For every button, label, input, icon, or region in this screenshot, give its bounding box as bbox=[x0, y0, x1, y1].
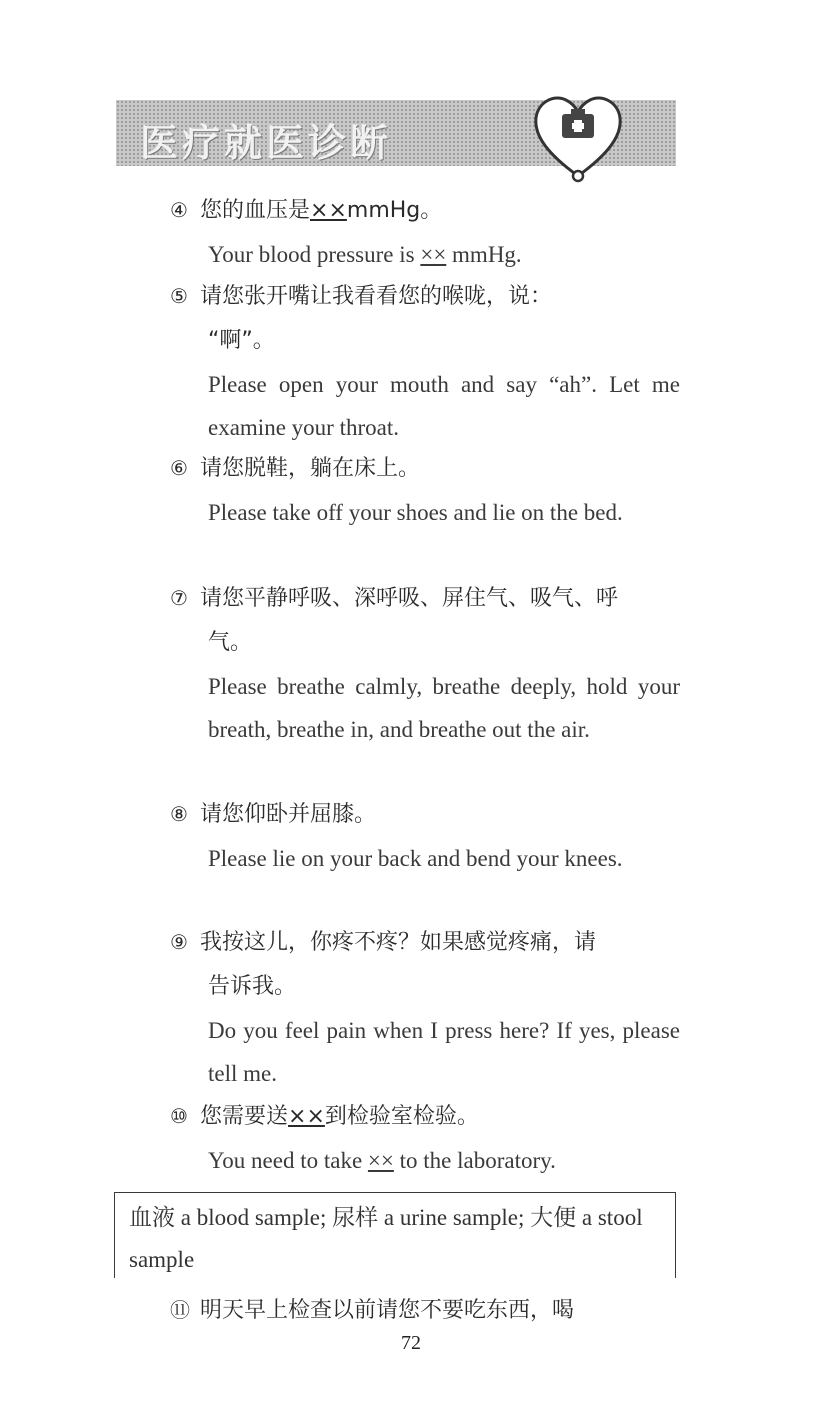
placeholder-mark: ×× bbox=[420, 242, 447, 267]
entry-number: ⑦ bbox=[170, 586, 188, 610]
entry-en-text: mmHg. bbox=[446, 242, 522, 267]
entry-zh bbox=[170, 1288, 680, 1333]
entry-zh-text: 您需要送 bbox=[200, 1104, 289, 1129]
entry-en-text: You need to take bbox=[208, 1148, 368, 1173]
entry-number: ⑤ bbox=[170, 284, 188, 308]
entry-en: Please breathe calmly, breathe deeply, hold your breath, breathe in, and breathe out the air. bbox=[208, 674, 680, 742]
entry-zh bbox=[170, 274, 680, 319]
entry-zh-text: 您的血压是 bbox=[200, 198, 311, 223]
entry-zh-text: 请您仰卧并屈膝。 bbox=[200, 802, 377, 827]
entry-9 bbox=[170, 920, 680, 1095]
entry-4 bbox=[170, 188, 680, 276]
entry-en: Please open your mouth and say “ah”. Let me examine your throat. bbox=[208, 372, 680, 440]
stethoscope-heart-icon bbox=[528, 84, 628, 184]
placeholder-mark: ×× bbox=[288, 1104, 325, 1129]
entry-en bbox=[170, 233, 680, 276]
vocabulary-box: 血液 a blood sample; 尿样 a urine sample; 大便 a stool sample bbox=[114, 1192, 676, 1278]
entry-en: Please lie on your back and bend your knees. bbox=[208, 846, 623, 871]
entry-5 bbox=[170, 274, 680, 449]
entry-zh-text: 到检验室检验。 bbox=[324, 1104, 479, 1129]
entry-zh-text: 明天早上检查以前请您不要吃东西，喝 bbox=[200, 1298, 575, 1323]
entry-zh-text: mmHg。 bbox=[346, 198, 443, 223]
entry-number: ⑪ bbox=[170, 1298, 190, 1322]
placeholder-mark: ×× bbox=[310, 198, 347, 223]
entry-zh-cont: 告诉我。 bbox=[208, 974, 297, 999]
entry-number: ⑨ bbox=[170, 930, 188, 954]
entry-8 bbox=[170, 792, 680, 880]
page-number: 72 bbox=[401, 1332, 421, 1354]
entry-zh-text: 请您平静呼吸、深呼吸、屏住气、吸气、呼 bbox=[200, 586, 619, 611]
page-title: 医疗就医诊断 bbox=[140, 121, 393, 165]
entry-zh bbox=[170, 446, 680, 491]
entry-7 bbox=[170, 576, 680, 751]
entry-zh-text: 请您张开嘴让我看看您的喉咙，说： bbox=[200, 284, 553, 309]
entry-en-text: to the laboratory. bbox=[393, 1148, 556, 1173]
entry-en: Do you feel pain when I press here? If yes, please tell me. bbox=[208, 1018, 680, 1086]
entry-zh bbox=[170, 920, 680, 965]
entry-zh-cont: 气。 bbox=[208, 630, 253, 655]
entry-zh-text: 我按这儿，你疼不疼？如果感觉疼痛，请 bbox=[200, 930, 597, 955]
entry-zh-text: 请您脱鞋，躺在床上。 bbox=[200, 456, 421, 481]
entry-en bbox=[170, 1139, 680, 1182]
entry-number: ⑥ bbox=[170, 456, 188, 480]
entry-en-text: Your blood pressure is bbox=[208, 242, 421, 267]
entry-number: ⑩ bbox=[170, 1104, 188, 1128]
entry-zh bbox=[170, 1094, 680, 1139]
entry-number: ④ bbox=[170, 198, 188, 222]
entry-number: ⑧ bbox=[170, 802, 188, 826]
entry-zh bbox=[170, 576, 680, 621]
entry-11 bbox=[170, 1288, 680, 1333]
entry-10 bbox=[170, 1094, 680, 1182]
entry-zh bbox=[170, 792, 680, 837]
entry-zh bbox=[170, 188, 680, 233]
entry-zh-cont: “啊”。 bbox=[208, 328, 275, 353]
placeholder-mark: ×× bbox=[367, 1148, 394, 1173]
entry-6 bbox=[170, 446, 680, 534]
entry-en: Please take off your shoes and lie on the bed. bbox=[208, 500, 623, 525]
